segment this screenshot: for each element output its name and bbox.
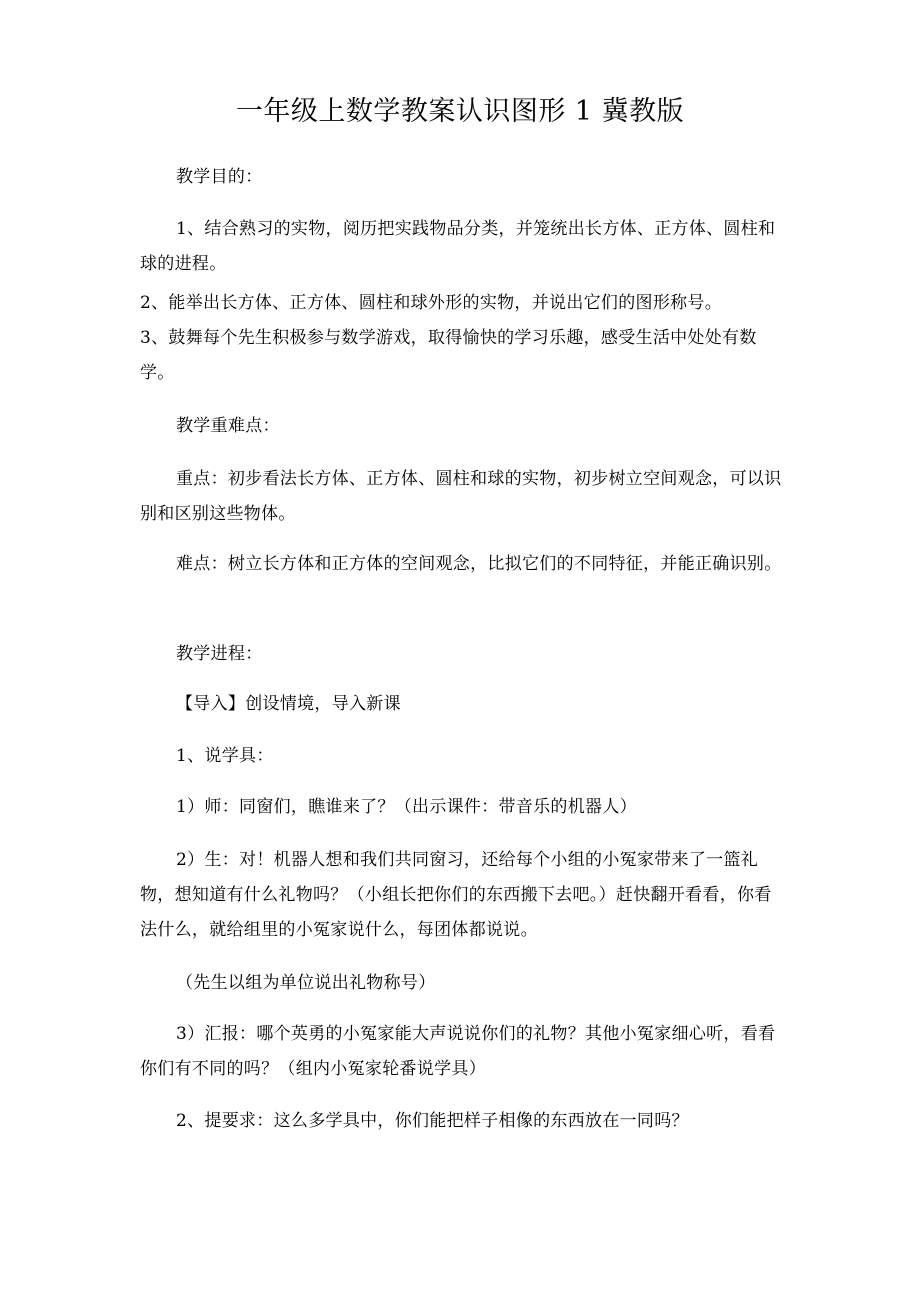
paragraph-objective-2: 2、能举出长方体、正方体、圆柱和球外形的实物，并说出它们的图形称号。 <box>140 293 723 313</box>
paragraph-key-points-heading: 教学重难点： <box>176 416 280 436</box>
paragraph-student-note: （先生以组为单位说出礼物称号） <box>176 973 436 993</box>
paragraph-step-1-1: 1）师：同窗们，瞧谁来了？（出示课件：带音乐的机器人） <box>176 797 637 817</box>
document-title: 一年级上数学教案认识图形 1 冀教版 <box>235 96 685 127</box>
paragraph-objectives-heading: 教学目的： <box>176 167 263 187</box>
paragraph-key-point: 重点：初步看法长方体、正方体、圆柱和球的实物，初步树立空间观念，可以识别和区别这些物体。 <box>140 469 782 524</box>
paragraph-process-heading: 教学进程： <box>176 644 263 664</box>
paragraph-step-1-3: 3）汇报：哪个英勇的小冤家能大声说说你们的礼物？其他小冤家细心听，看看你们有不同的吗？（组内小冤家轮番说学具） <box>140 1024 776 1079</box>
paragraph-introduction: 【导入】创设情境，导入新课 <box>176 694 401 714</box>
paragraph-step-1: 1、说学具： <box>176 746 274 766</box>
paragraph-step-1-2: 2）生：对！机器人想和我们共同窗习，还给每个小组的小冤家带来了一篮礼物，想知道有什么礼物吗？（小组长把你们的东西搬下去吧。）赶快翻开看看，你看法什么，就给组里的小冤家说什么，每团体都说说。 <box>140 850 772 940</box>
paragraph-step-2: 2、提要求：这么多学具中，你们能把样子相像的东西放在一同吗？ <box>176 1111 689 1131</box>
paragraph-difficult-point: 难点：树立长方体和正方体的空间观念，比拟它们的不同特征，并能正确识别。 <box>176 554 782 574</box>
paragraph-objective-3: 3、鼓舞每个先生积极参与数学游戏，取得愉快的学习乐趣，感受生活中处处有数学。 <box>140 328 757 383</box>
paragraph-objective-1: 1、结合熟习的实物，阅历把实践物品分类，并笼统出长方体、正方体、圆柱和球的进程。 <box>140 219 776 274</box>
